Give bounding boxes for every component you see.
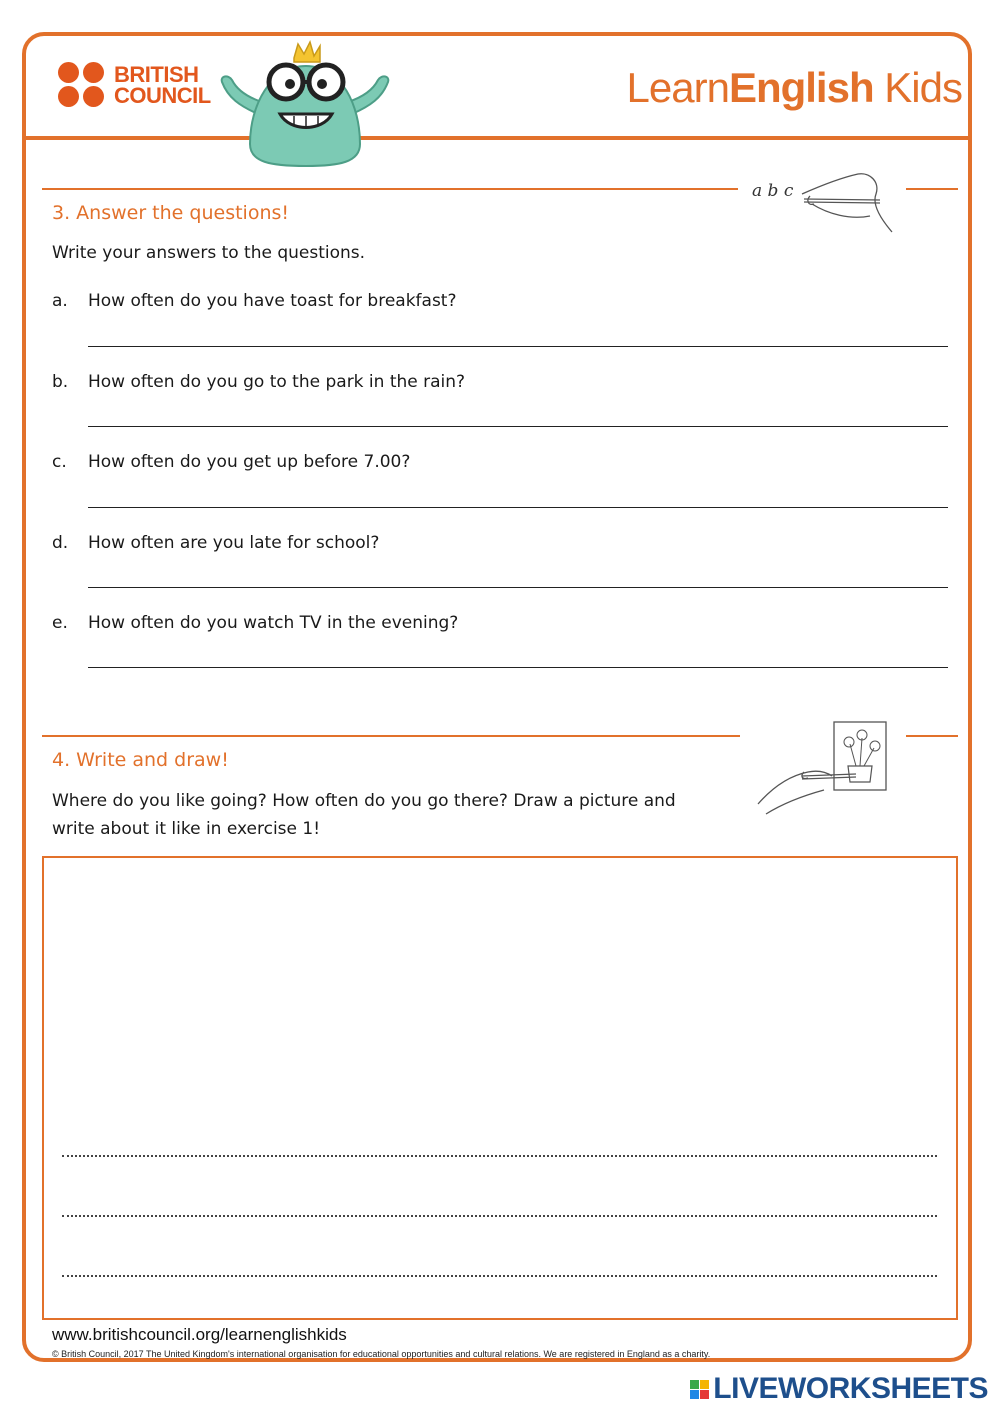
writing-line-2[interactable] [62,1215,937,1217]
hand-writing-abc-icon [740,168,910,246]
british-council-logo [58,62,211,107]
footer-url: www.britishcouncil.org/learnenglishkids [52,1325,347,1344]
question-a-letter: a. [52,291,68,311]
writing-line-3[interactable] [62,1275,937,1277]
liveworksheets-logo [690,1372,988,1406]
section3-instruction: Write your answers to the questions. [52,243,366,263]
section4-title: 4. Write and draw! [52,749,229,771]
mascot-monster-icon [210,36,400,168]
question-a-text: How often do you have toast for breakfast? [88,291,457,311]
question-d-letter: d. [52,533,69,553]
header-divider [24,136,972,140]
answer-line-c[interactable] [88,507,948,508]
question-e-text: How often do you watch TV in the evening? [88,613,459,633]
liveworksheets-blocks-icon [690,1380,709,1399]
abc-label: a b c [752,181,794,201]
section4-divider-left [42,735,740,737]
section4-instruction-line2: write about it like in exercise 1! [52,819,321,839]
answer-line-d[interactable] [88,587,948,588]
question-b-text: How often do you go to the park in the rain? [88,372,466,392]
drawing-area[interactable] [42,856,958,1320]
liveworksheets-wordmark: LIVEWORKSHEETS [713,1372,988,1405]
question-b-letter: b. [52,372,69,392]
section4-instruction-line1: Where do you like going? How often do you go there? Draw a picture and [52,791,676,811]
question-c-letter: c. [52,452,67,472]
question-c-text: How often do you get up before 7.00? [88,452,411,472]
hand-drawing-flowers-icon [752,718,902,822]
section3-title: 3. Answer the questions! [52,202,290,224]
section3-divider-left [42,188,738,190]
british-council-wordmark: BRITISH COUNCIL [114,61,211,108]
section4-divider-right [906,735,958,737]
question-d-text: How often are you late for school? [88,533,380,553]
answer-line-a[interactable] [88,346,948,347]
answer-line-e[interactable] [88,667,948,668]
british-council-dots-icon [58,62,105,107]
learnenglish-kids-logo: LearnEnglish Kids [626,64,962,111]
writing-line-1[interactable] [62,1155,937,1157]
question-e-letter: e. [52,613,68,633]
answer-line-b[interactable] [88,426,948,427]
footer-copyright: © British Council, 2017 The United Kingdom's international organisation for educational opportunities and cultural relations. We are registered in England as a charity. [52,1349,711,1359]
section3-divider-right [906,188,958,190]
